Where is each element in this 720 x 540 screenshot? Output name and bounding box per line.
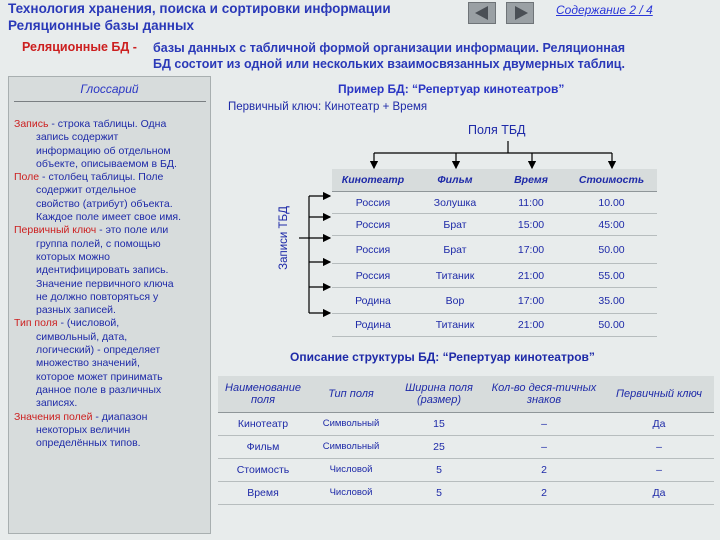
table-cell: 45:00 — [566, 214, 657, 236]
table-cell: 55.00 — [566, 264, 657, 288]
table-cell: Родина — [332, 288, 414, 314]
db-table-header-row — [332, 169, 657, 192]
glossary-separator: - — [39, 171, 49, 184]
glossary-title: Глоссарий — [80, 82, 139, 96]
structure-column-header: Ширина поля (размер) — [394, 376, 484, 413]
structure-table-body — [218, 413, 714, 505]
table-cell: Россия — [332, 214, 414, 236]
records-label-text: Записи ТБД — [278, 206, 290, 270]
table-cell: 35.00 — [566, 288, 657, 314]
glossary-text: Каждое поле имеет свое имя. — [36, 211, 182, 224]
slide-title-line2: Реляционные базы данных — [8, 18, 194, 33]
table-cell: Кинотеатр — [218, 413, 308, 436]
table-cell: Золушка — [414, 192, 496, 214]
glossary-text: группа полей, с помощью — [36, 237, 161, 250]
contents-link[interactable]: Содержание 2 / 4 — [556, 3, 653, 17]
glossary-text: диапазон — [101, 410, 148, 423]
db-table-body — [332, 192, 657, 337]
table-row — [332, 314, 657, 337]
db-example-title: Пример БД: “Репертуар кинотеатров” — [338, 82, 565, 96]
glossary-term: Запись — [14, 118, 49, 130]
table-cell: Россия — [332, 192, 414, 214]
table-cell: Стоимость — [218, 459, 308, 482]
table-cell: Вор — [414, 288, 496, 314]
glossary-separator: - — [57, 317, 67, 330]
table-row — [332, 214, 657, 236]
table-cell: 17:00 — [496, 236, 566, 264]
db-column-header: Фильм — [414, 169, 496, 192]
glossary-text: запись содержит — [36, 131, 119, 144]
glossary-text: информацию об отдельном — [36, 144, 171, 157]
table-cell: Россия — [332, 264, 414, 288]
table-cell: 17:00 — [496, 288, 566, 314]
structure-column-header: Кол-во деся-тичных знаков — [484, 376, 604, 413]
table-cell: Да — [604, 413, 714, 436]
glossary-text: логический) - определяет — [36, 344, 161, 357]
table-cell: Фильм — [218, 436, 308, 459]
glossary-term: Тип поля — [14, 317, 58, 330]
glossary-text: которое может принимать — [36, 370, 163, 383]
table-cell: Брат — [414, 236, 496, 264]
table-row — [218, 413, 714, 436]
table-cell: Да — [604, 482, 714, 505]
table-cell: 21:00 — [496, 264, 566, 288]
db-example-table — [332, 169, 657, 337]
structure-table — [218, 376, 714, 505]
table-cell: Время — [218, 482, 308, 505]
table-cell: Титаник — [414, 314, 496, 337]
fields-label: Поля ТБД — [468, 123, 526, 137]
table-row — [218, 482, 714, 505]
glossary-text: свойство (атрибут) объекта. — [36, 197, 173, 210]
glossary-text: множество значений, — [36, 357, 140, 370]
table-cell: Числовой — [308, 482, 394, 505]
table-cell: 15:00 — [496, 214, 566, 236]
db-column-header: Время — [496, 169, 566, 192]
slide-title-line1: Технология хранения, поиска и сортировки информации — [8, 1, 391, 16]
table-row — [332, 192, 657, 214]
glossary-text: объекте, описываемом в БД. — [36, 157, 177, 170]
table-row — [218, 436, 714, 459]
glossary-text: некоторых величин — [36, 423, 131, 436]
table-row — [218, 459, 714, 482]
glossary-text: записях. — [36, 397, 78, 410]
definition-line: базы данных с табличной формой организации информации. Реляционная — [153, 41, 626, 55]
glossary-text: не должно повторяться у — [36, 290, 159, 303]
table-cell: – — [604, 436, 714, 459]
glossary-separator: - — [48, 118, 58, 130]
table-cell: 5 — [394, 482, 484, 505]
table-cell: 50.00 — [566, 236, 657, 264]
table-cell: Россия — [332, 236, 414, 264]
glossary-text: идентифицировать запись. — [36, 264, 169, 277]
table-cell: 2 — [484, 482, 604, 505]
glossary-term: Значения полей — [14, 410, 93, 423]
glossary-text: разных записей. — [36, 304, 116, 317]
glossary-text: которых можно — [36, 250, 111, 263]
glossary-text: строка таблицы. Одна — [57, 118, 167, 130]
table-cell: Титаник — [414, 264, 496, 288]
glossary-text: содержит отдельное — [36, 184, 137, 197]
glossary-separator: - — [96, 224, 106, 237]
structure-column-header: Тип поля — [308, 376, 394, 413]
table-cell: 10.00 — [566, 192, 657, 214]
glossary-term: Первичный ключ — [14, 224, 97, 237]
table-cell: Родина — [332, 314, 414, 337]
table-row — [332, 288, 657, 314]
glossary-text: (числовой, — [66, 317, 120, 330]
table-cell: 21:00 — [496, 314, 566, 337]
table-cell: 15 — [394, 413, 484, 436]
table-cell: – — [604, 459, 714, 482]
glossary-separator: - — [92, 410, 102, 423]
table-cell: 5 — [394, 459, 484, 482]
structure-column-header: Первичный ключ — [604, 376, 714, 413]
table-cell: Символьный — [308, 436, 394, 459]
structure-column-header: Наименование поля — [218, 376, 308, 413]
glossary-text: определённых типов. — [36, 437, 141, 450]
records-label — [276, 182, 292, 294]
table-cell: 11:00 — [496, 192, 566, 214]
glossary-text: это поле или — [105, 224, 169, 237]
primary-key-text: Первичный ключ: Кинотеатр + Время — [228, 101, 428, 113]
table-cell: Символьный — [308, 413, 394, 436]
table-row — [332, 264, 657, 288]
table-cell: – — [484, 436, 604, 459]
glossary-text: данное поле в различных — [36, 383, 162, 396]
glossary-text: Значение первичного ключа — [36, 277, 174, 290]
glossary-text: символьный, дата, — [36, 330, 128, 343]
table-cell: 2 — [484, 459, 604, 482]
glossary-term: Поле — [14, 171, 40, 184]
definition-term: Реляционные БД - — [22, 40, 137, 54]
db-column-header: Кинотеатр — [332, 169, 414, 192]
table-row — [332, 236, 657, 264]
structure-title: Описание структуры БД: “Репертуар кинотеатров” — [290, 350, 595, 364]
table-cell: 25 — [394, 436, 484, 459]
glossary-text: столбец таблицы. Поле — [48, 171, 164, 184]
structure-table-header-row — [218, 376, 714, 413]
table-cell: Числовой — [308, 459, 394, 482]
table-cell: – — [484, 413, 604, 436]
table-cell: Брат — [414, 214, 496, 236]
db-column-header: Стоимость — [566, 169, 657, 192]
table-cell: 50.00 — [566, 314, 657, 337]
definition-line: БД состоит из одной или нескольких взаимосвязанных двумерных таблиц. — [153, 57, 625, 71]
